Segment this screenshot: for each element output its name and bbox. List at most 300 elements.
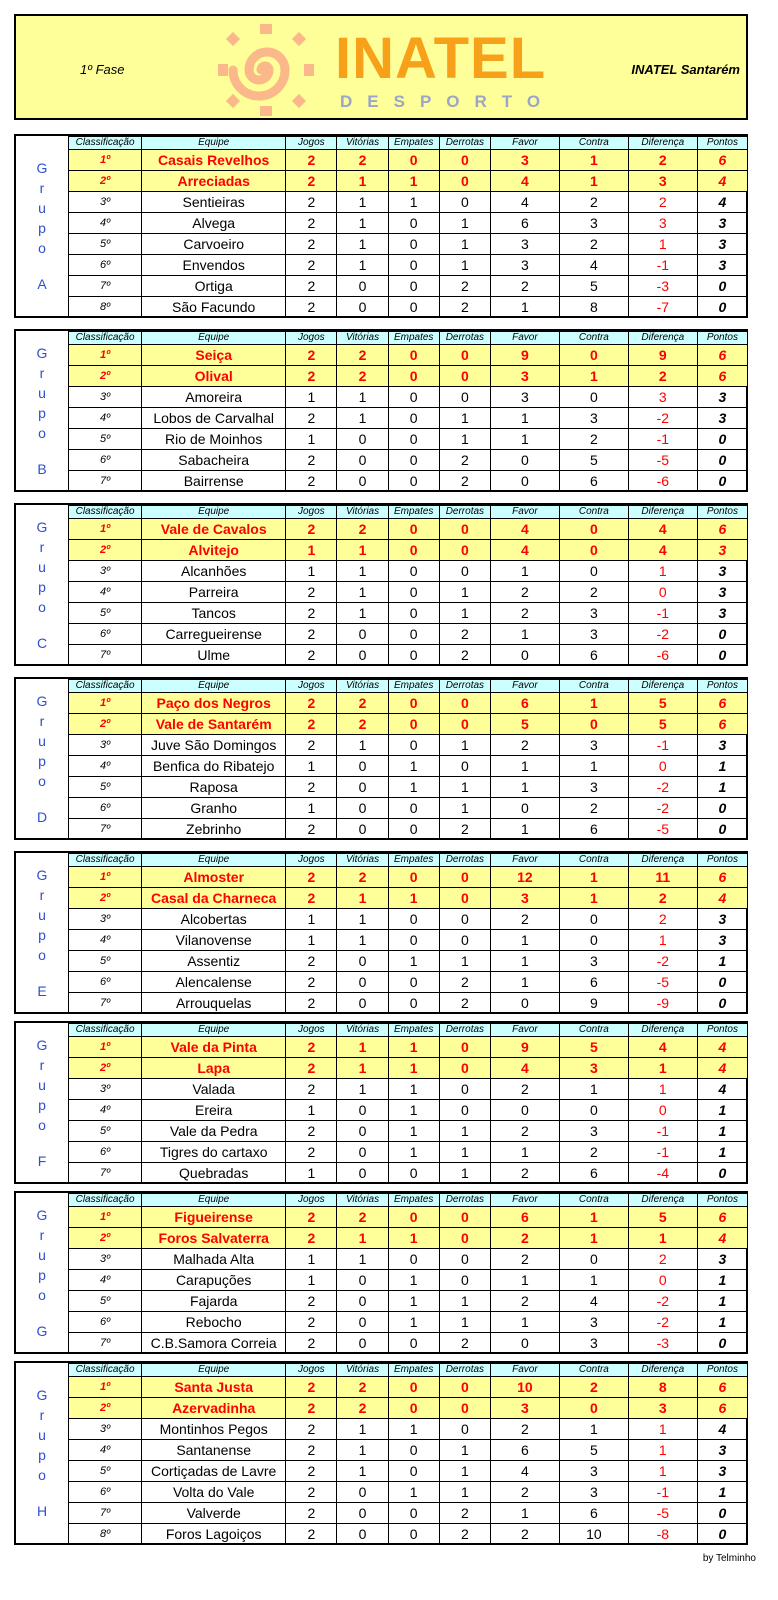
goal-diff-cell: -2 (628, 1312, 697, 1333)
table-header-row (69, 1194, 748, 1207)
goals-against-cell: 3 (559, 1333, 628, 1354)
draws-cell: 0 (388, 1249, 439, 1270)
losses-cell: 1 (439, 1482, 490, 1503)
position-cell: 6º (69, 1142, 142, 1163)
goal-diff-cell: 2 (628, 192, 697, 213)
goals-against-cell: 6 (559, 645, 628, 666)
points-cell: 6 (697, 867, 747, 888)
table-row (69, 1312, 748, 1333)
goal-diff-cell: 5 (628, 714, 697, 735)
table-row (69, 450, 748, 471)
table-row (69, 1524, 748, 1545)
column-header: Vitórias (337, 854, 388, 867)
losses-cell: 0 (439, 1398, 490, 1419)
goal-diff-cell: -5 (628, 819, 697, 840)
goals-against-cell: 3 (559, 777, 628, 798)
losses-cell: 0 (439, 171, 490, 192)
table-row (69, 930, 748, 951)
goals-for-cell: 2 (490, 603, 559, 624)
column-header: Vitórias (337, 332, 388, 345)
losses-cell: 0 (439, 756, 490, 777)
points-cell: 1 (697, 1142, 747, 1163)
table-row (69, 150, 748, 171)
table-row (69, 693, 748, 714)
games-cell: 1 (286, 429, 337, 450)
draws-cell: 0 (388, 366, 439, 387)
table-row (69, 408, 748, 429)
position-cell: 6º (69, 624, 142, 645)
table-row (69, 1270, 748, 1291)
games-cell: 1 (286, 1163, 337, 1184)
team-cell: Foros Lagoiços (142, 1524, 286, 1545)
position-cell: 6º (69, 450, 142, 471)
goal-diff-cell: -1 (628, 255, 697, 276)
group-label-letter: o (38, 424, 46, 441)
points-cell: 3 (697, 1440, 747, 1461)
position-cell: 4º (69, 582, 142, 603)
position-cell: 2º (69, 888, 142, 909)
group-label-id: A (37, 276, 47, 292)
team-cell: Alencalense (142, 972, 286, 993)
goals-against-cell: 10 (559, 1524, 628, 1545)
goals-for-cell: 6 (490, 1207, 559, 1228)
group-d (14, 677, 748, 840)
column-header: Classificação (69, 1364, 142, 1377)
column-header: Equipe (142, 332, 286, 345)
goal-diff-cell: 8 (628, 1377, 697, 1398)
goals-against-cell: 3 (559, 1482, 628, 1503)
wins-cell: 0 (337, 1142, 388, 1163)
goal-diff-cell: 2 (628, 1249, 697, 1270)
table-row (69, 909, 748, 930)
goals-against-cell: 1 (559, 1419, 628, 1440)
group-label-letter: p (38, 220, 46, 236)
goals-for-cell: 4 (490, 1058, 559, 1079)
goals-for-cell: 2 (490, 735, 559, 756)
wins-cell: 0 (337, 819, 388, 840)
goals-for-cell: 2 (490, 1163, 559, 1184)
table-row (69, 276, 748, 297)
spiral-sun-icon (200, 24, 330, 116)
group-label-letter: G (36, 1036, 48, 1053)
draws-cell: 1 (388, 1291, 439, 1312)
goals-for-cell: 2 (490, 582, 559, 603)
goals-against-cell: 1 (559, 171, 628, 192)
games-cell: 2 (286, 1058, 337, 1079)
draws-cell: 1 (388, 1100, 439, 1121)
group-label-letter: u (38, 732, 46, 749)
games-cell: 2 (286, 150, 337, 171)
team-cell: Alcobertas (142, 909, 286, 930)
draws-cell: 1 (388, 1079, 439, 1100)
points-cell: 0 (697, 471, 747, 492)
goal-diff-cell: -2 (628, 798, 697, 819)
draws-cell: 0 (388, 150, 439, 171)
team-cell: Rebocho (142, 1312, 286, 1333)
column-header: Pontos (697, 1194, 747, 1207)
group-label-letter: u (38, 1076, 46, 1093)
goals-against-cell: 1 (559, 1270, 628, 1291)
points-cell: 4 (697, 1037, 747, 1058)
points-cell: 0 (697, 645, 747, 666)
wins-cell: 2 (337, 1207, 388, 1228)
group-label-letter: r (39, 712, 45, 729)
column-header: Empates (388, 854, 439, 867)
position-cell: 5º (69, 234, 142, 255)
draws-cell: 0 (388, 408, 439, 429)
group-h (14, 1361, 748, 1545)
losses-cell: 0 (439, 519, 490, 540)
losses-cell: 2 (439, 1524, 490, 1545)
draws-cell: 1 (388, 192, 439, 213)
games-cell: 2 (286, 519, 337, 540)
draws-cell: 1 (388, 777, 439, 798)
goal-diff-cell: 2 (628, 888, 697, 909)
standings-table (68, 331, 748, 492)
position-cell: 6º (69, 972, 142, 993)
losses-cell: 2 (439, 450, 490, 471)
goal-diff-cell: 2 (628, 150, 697, 171)
goals-for-cell: 4 (490, 171, 559, 192)
wins-cell: 0 (337, 450, 388, 471)
wins-cell: 1 (337, 1419, 388, 1440)
draws-cell: 0 (388, 540, 439, 561)
draws-cell: 0 (388, 582, 439, 603)
points-cell: 1 (697, 1100, 747, 1121)
goals-for-cell: 2 (490, 1249, 559, 1270)
goals-against-cell: 1 (559, 150, 628, 171)
position-cell: 1º (69, 693, 142, 714)
games-cell: 2 (286, 297, 337, 318)
column-header: Jogos (286, 506, 337, 519)
group-label-letter: u (38, 906, 46, 923)
position-cell: 1º (69, 867, 142, 888)
column-header: Vitórias (337, 1364, 388, 1377)
points-cell: 4 (697, 1058, 747, 1079)
goals-for-cell: 0 (490, 993, 559, 1014)
points-cell: 1 (697, 1291, 747, 1312)
wins-cell: 0 (337, 993, 388, 1014)
team-cell: Sentieiras (142, 192, 286, 213)
draws-cell: 0 (388, 1440, 439, 1461)
group-label-letter: G (36, 518, 48, 535)
position-cell: 2º (69, 540, 142, 561)
losses-cell: 0 (439, 1419, 490, 1440)
position-cell: 1º (69, 519, 142, 540)
column-header: Favor (490, 854, 559, 867)
team-cell: Tigres do cartaxo (142, 1142, 286, 1163)
losses-cell: 1 (439, 255, 490, 276)
goal-diff-cell: -1 (628, 735, 697, 756)
points-cell: 0 (697, 993, 747, 1014)
team-cell: Vale de Santarém (142, 714, 286, 735)
group-b (14, 329, 748, 492)
games-cell: 1 (286, 387, 337, 408)
position-cell: 3º (69, 735, 142, 756)
losses-cell: 2 (439, 645, 490, 666)
column-header: Derrotas (439, 1364, 490, 1377)
group-label-letter: G (36, 866, 48, 883)
wins-cell: 2 (337, 345, 388, 366)
wins-cell: 1 (337, 1440, 388, 1461)
games-cell: 1 (286, 1100, 337, 1121)
draws-cell: 0 (388, 387, 439, 408)
team-cell: Granho (142, 798, 286, 819)
losses-cell: 0 (439, 561, 490, 582)
table-row (69, 582, 748, 603)
losses-cell: 0 (439, 1058, 490, 1079)
group-label-letter: o (38, 772, 46, 789)
team-cell: Vilanovense (142, 930, 286, 951)
group-label (16, 1363, 69, 1543)
column-header: Jogos (286, 1024, 337, 1037)
goal-diff-cell: 3 (628, 1398, 697, 1419)
position-cell: 1º (69, 1037, 142, 1058)
team-cell: Foros Salvaterra (142, 1228, 286, 1249)
points-cell: 0 (697, 972, 747, 993)
group-label-id: H (36, 1503, 48, 1519)
column-header: Pontos (697, 854, 747, 867)
column-header: Pontos (697, 680, 747, 693)
table-row (69, 519, 748, 540)
goal-diff-cell: 1 (628, 1228, 697, 1249)
goals-for-cell: 2 (490, 1228, 559, 1249)
goals-against-cell: 0 (559, 345, 628, 366)
table-header-row (69, 332, 748, 345)
goal-diff-cell: 1 (628, 1079, 697, 1100)
goals-for-cell: 6 (490, 1440, 559, 1461)
points-cell: 4 (697, 1228, 747, 1249)
draws-cell: 1 (388, 1142, 439, 1163)
points-cell: 0 (697, 798, 747, 819)
goals-against-cell: 6 (559, 1503, 628, 1524)
goals-against-cell: 2 (559, 192, 628, 213)
goal-diff-cell: 0 (628, 756, 697, 777)
team-cell: Arrouquelas (142, 993, 286, 1014)
column-header: Diferença (628, 680, 697, 693)
losses-cell: 1 (439, 1440, 490, 1461)
games-cell: 1 (286, 798, 337, 819)
draws-cell: 0 (388, 624, 439, 645)
losses-cell: 0 (439, 387, 490, 408)
position-cell: 7º (69, 819, 142, 840)
position-cell: 5º (69, 951, 142, 972)
losses-cell: 1 (439, 735, 490, 756)
games-cell: 2 (286, 1121, 337, 1142)
position-cell: 3º (69, 909, 142, 930)
games-cell: 2 (286, 345, 337, 366)
goals-against-cell: 4 (559, 1291, 628, 1312)
wins-cell: 0 (337, 798, 388, 819)
column-header: Vitórias (337, 680, 388, 693)
games-cell: 2 (286, 951, 337, 972)
team-cell: Montinhos Pegos (142, 1419, 286, 1440)
wins-cell: 1 (337, 1079, 388, 1100)
goals-against-cell: 0 (559, 519, 628, 540)
team-cell: Envendos (142, 255, 286, 276)
column-header: Classificação (69, 137, 142, 150)
goals-against-cell: 3 (559, 603, 628, 624)
position-cell: 2º (69, 1228, 142, 1249)
goal-diff-cell: 1 (628, 930, 697, 951)
losses-cell: 0 (439, 366, 490, 387)
draws-cell: 0 (388, 798, 439, 819)
position-cell: 4º (69, 1270, 142, 1291)
wins-cell: 1 (337, 234, 388, 255)
group-label-letter: o (38, 240, 46, 256)
table-row (69, 756, 748, 777)
goal-diff-cell: 0 (628, 582, 697, 603)
position-cell: 2º (69, 171, 142, 192)
goals-for-cell: 2 (490, 276, 559, 297)
goals-against-cell: 5 (559, 450, 628, 471)
points-cell: 3 (697, 234, 747, 255)
goal-diff-cell: 0 (628, 1100, 697, 1121)
points-cell: 1 (697, 1482, 747, 1503)
group-label-letter: p (38, 404, 46, 421)
goal-diff-cell: -7 (628, 297, 697, 318)
goals-against-cell: 0 (559, 1100, 628, 1121)
table-row (69, 1249, 748, 1270)
column-header: Jogos (286, 1364, 337, 1377)
position-cell: 7º (69, 1163, 142, 1184)
goals-against-cell: 2 (559, 798, 628, 819)
wins-cell: 1 (337, 1228, 388, 1249)
games-cell: 2 (286, 1377, 337, 1398)
goals-for-cell: 0 (490, 645, 559, 666)
column-header: Jogos (286, 137, 337, 150)
goals-against-cell: 0 (559, 387, 628, 408)
position-cell: 1º (69, 1377, 142, 1398)
points-cell: 3 (697, 735, 747, 756)
column-header: Equipe (142, 680, 286, 693)
points-cell: 0 (697, 429, 747, 450)
group-label-letter: p (38, 752, 46, 769)
table-row (69, 171, 748, 192)
goals-for-cell: 0 (490, 798, 559, 819)
draws-cell: 1 (388, 1270, 439, 1291)
column-header: Favor (490, 137, 559, 150)
goals-for-cell: 4 (490, 1461, 559, 1482)
column-header: Diferença (628, 332, 697, 345)
table-header-row (69, 1024, 748, 1037)
group-label-letter: r (39, 1226, 45, 1243)
column-header: Vitórias (337, 1194, 388, 1207)
position-cell: 4º (69, 756, 142, 777)
wins-cell: 0 (337, 951, 388, 972)
position-cell: 2º (69, 1398, 142, 1419)
standings-table (68, 853, 748, 1014)
wins-cell: 2 (337, 1377, 388, 1398)
goals-for-cell: 4 (490, 192, 559, 213)
column-header: Favor (490, 506, 559, 519)
goals-against-cell: 0 (559, 909, 628, 930)
goal-diff-cell: 3 (628, 171, 697, 192)
group-label (16, 331, 69, 490)
draws-cell: 0 (388, 693, 439, 714)
points-cell: 6 (697, 366, 747, 387)
table-row (69, 366, 748, 387)
team-cell: Almoster (142, 867, 286, 888)
wins-cell: 1 (337, 1461, 388, 1482)
team-cell: Benfica do Ribatejo (142, 756, 286, 777)
goals-against-cell: 0 (559, 540, 628, 561)
column-header: Contra (559, 1194, 628, 1207)
group-f (14, 1021, 748, 1184)
wins-cell: 0 (337, 1291, 388, 1312)
draws-cell: 0 (388, 255, 439, 276)
group-label (16, 1023, 69, 1182)
points-cell: 3 (697, 1249, 747, 1270)
column-header: Pontos (697, 506, 747, 519)
goals-for-cell: 4 (490, 519, 559, 540)
wins-cell: 1 (337, 582, 388, 603)
group-label-id: D (36, 808, 48, 825)
goals-for-cell: 1 (490, 951, 559, 972)
points-cell: 4 (697, 1419, 747, 1440)
goal-diff-cell: -8 (628, 1524, 697, 1545)
group-label-letter: u (38, 1427, 46, 1443)
team-cell: Seiça (142, 345, 286, 366)
wins-cell: 0 (337, 1524, 388, 1545)
table-row (69, 867, 748, 888)
team-cell: Lapa (142, 1058, 286, 1079)
draws-cell: 1 (388, 1037, 439, 1058)
games-cell: 2 (286, 735, 337, 756)
goals-for-cell: 2 (490, 1482, 559, 1503)
column-header: Equipe (142, 137, 286, 150)
team-cell: Zebrinho (142, 819, 286, 840)
team-cell: Valada (142, 1079, 286, 1100)
wins-cell: 1 (337, 888, 388, 909)
games-cell: 2 (286, 1524, 337, 1545)
group-label-letter: r (39, 538, 45, 555)
losses-cell: 2 (439, 1503, 490, 1524)
group-label-letter: G (36, 160, 48, 176)
goals-for-cell: 4 (490, 540, 559, 561)
losses-cell: 1 (439, 1121, 490, 1142)
goals-for-cell: 1 (490, 1142, 559, 1163)
goals-against-cell: 3 (559, 408, 628, 429)
group-label-letter: u (38, 558, 46, 575)
table-row (69, 819, 748, 840)
goals-against-cell: 6 (559, 471, 628, 492)
goals-against-cell: 3 (559, 1312, 628, 1333)
team-cell: Bairrense (142, 471, 286, 492)
column-header: Contra (559, 332, 628, 345)
games-cell: 2 (286, 1419, 337, 1440)
goals-against-cell: 2 (559, 429, 628, 450)
table-row (69, 1121, 748, 1142)
games-cell: 2 (286, 867, 337, 888)
draws-cell: 0 (388, 972, 439, 993)
games-cell: 2 (286, 1398, 337, 1419)
games-cell: 2 (286, 624, 337, 645)
goals-for-cell: 2 (490, 909, 559, 930)
goals-against-cell: 3 (559, 624, 628, 645)
position-cell: 7º (69, 276, 142, 297)
games-cell: 1 (286, 561, 337, 582)
draws-cell: 0 (388, 561, 439, 582)
column-header: Derrotas (439, 137, 490, 150)
group-label-letter: r (39, 1407, 45, 1423)
group-label-letter: o (38, 1116, 46, 1133)
group-label (16, 136, 69, 316)
goals-against-cell: 1 (559, 1207, 628, 1228)
goals-for-cell: 2 (490, 1291, 559, 1312)
column-header: Empates (388, 332, 439, 345)
points-cell: 1 (697, 1312, 747, 1333)
